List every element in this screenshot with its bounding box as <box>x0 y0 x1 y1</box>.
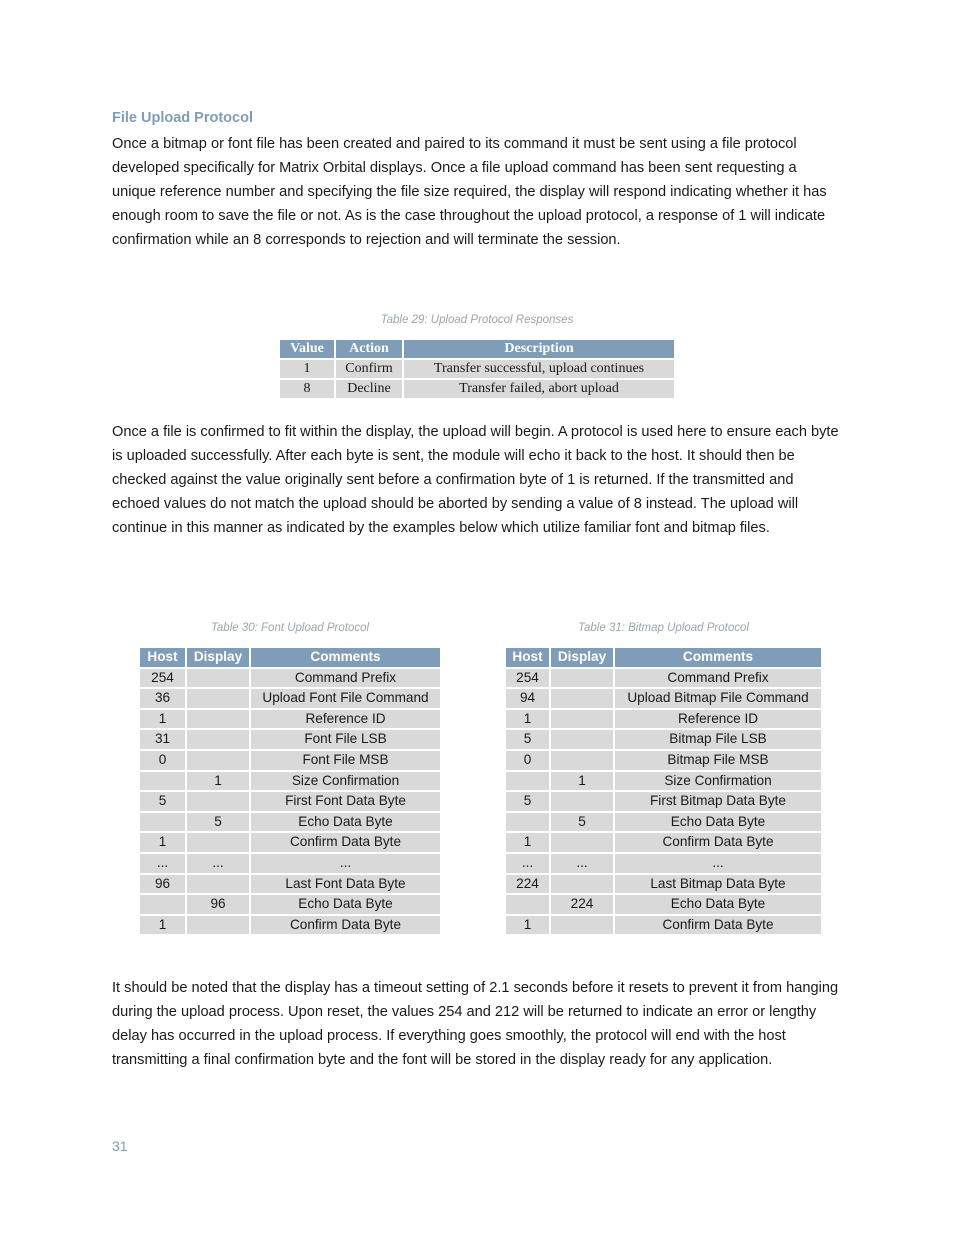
display-cell <box>551 833 613 852</box>
table-row <box>280 360 674 378</box>
comments-cell: Command Prefix <box>251 669 440 688</box>
column-header: Action <box>336 340 402 358</box>
host-cell: 5 <box>506 730 549 749</box>
comments-cell: Echo Data Byte <box>251 895 440 914</box>
description-cell: Transfer failed, abort upload <box>404 380 674 398</box>
host-cell: ... <box>506 854 549 873</box>
comments-cell: Last Font Data Byte <box>251 875 440 894</box>
column-header: Comments <box>251 648 440 667</box>
table-row <box>506 689 821 708</box>
host-cell: 1 <box>140 833 185 852</box>
display-cell <box>187 875 249 894</box>
column-header: Comments <box>615 648 821 667</box>
display-cell <box>187 792 249 811</box>
host-cell <box>140 772 185 791</box>
comments-cell: First Bitmap Data Byte <box>615 792 821 811</box>
table-row <box>140 730 440 749</box>
column-header: Display <box>187 648 249 667</box>
page-number: 31 <box>112 1138 128 1154</box>
column-header: Display <box>551 648 613 667</box>
display-cell <box>551 730 613 749</box>
display-cell <box>551 689 613 708</box>
table-row <box>140 710 440 729</box>
host-cell: ... <box>140 854 185 873</box>
host-cell: 96 <box>140 875 185 894</box>
table-row <box>506 710 821 729</box>
host-cell: 1 <box>506 833 549 852</box>
host-cell: 224 <box>506 875 549 894</box>
display-cell: 96 <box>187 895 249 914</box>
value-cell: 8 <box>280 380 334 398</box>
host-cell: 5 <box>506 792 549 811</box>
comments-cell: Upload Font File Command <box>251 689 440 708</box>
host-cell: 5 <box>140 792 185 811</box>
host-cell: 0 <box>506 751 549 770</box>
table-row <box>140 916 440 935</box>
comments-cell: Font File MSB <box>251 751 440 770</box>
display-cell <box>551 751 613 770</box>
display-cell <box>551 916 613 935</box>
comments-cell: Confirm Data Byte <box>615 833 821 852</box>
comments-cell: Confirm Data Byte <box>251 916 440 935</box>
display-cell <box>551 669 613 688</box>
host-cell: 1 <box>140 916 185 935</box>
host-cell: 254 <box>140 669 185 688</box>
display-cell: 1 <box>551 772 613 791</box>
comments-cell: Confirm Data Byte <box>615 916 821 935</box>
comments-cell: Echo Data Byte <box>251 813 440 832</box>
display-cell <box>551 710 613 729</box>
display-cell <box>187 916 249 935</box>
table-30-caption: Table 30: Font Upload Protocol <box>210 622 370 634</box>
column-header: Value <box>280 340 334 358</box>
timeout-paragraph: It should be noted that the display has a timeout setting of 2.1 seconds before it resets to prevent it from hanging during the upload process. Upon reset, the values 254 and 212 will be returned to indicate an error or lengthy delay has occurred in the upload process. If everything goes smoothly, the protocol will end with the host transmitting a final confirmation byte and the font will be stored in the display ready for any application. <box>112 980 839 1068</box>
comments-cell: ... <box>615 854 821 873</box>
table-row <box>140 751 440 770</box>
display-cell: 5 <box>551 813 613 832</box>
host-cell: 31 <box>140 730 185 749</box>
host-cell: 94 <box>506 689 549 708</box>
column-header: Description <box>404 340 674 358</box>
table-29-caption: Table 29: Upload Protocol Responses <box>380 314 574 326</box>
display-cell: ... <box>187 854 249 873</box>
display-cell <box>551 875 613 894</box>
comments-cell: Reference ID <box>251 710 440 729</box>
upload-protocol-responses-table <box>278 338 676 400</box>
table-row <box>506 669 821 688</box>
table-row <box>140 875 440 894</box>
table-header-row <box>280 340 674 358</box>
table-header-row <box>140 648 440 667</box>
comments-cell: Size Confirmation <box>251 772 440 791</box>
section-heading: File Upload Protocol <box>112 110 253 126</box>
table-header-row <box>506 648 821 667</box>
comments-cell: First Font Data Byte <box>251 792 440 811</box>
comments-cell: Last Bitmap Data Byte <box>615 875 821 894</box>
display-cell: ... <box>551 854 613 873</box>
table-row <box>140 813 440 832</box>
table-row <box>506 730 821 749</box>
comments-cell: Upload Bitmap File Command <box>615 689 821 708</box>
display-cell <box>187 689 249 708</box>
comments-cell: Confirm Data Byte <box>251 833 440 852</box>
value-cell: 1 <box>280 360 334 378</box>
comments-cell: Bitmap File MSB <box>615 751 821 770</box>
table-row <box>506 916 821 935</box>
host-cell: 1 <box>140 710 185 729</box>
display-cell <box>551 792 613 811</box>
table-row <box>140 772 440 791</box>
table-row <box>506 751 821 770</box>
font-upload-protocol-table <box>138 646 442 936</box>
column-header: Host <box>506 648 549 667</box>
comments-cell: Echo Data Byte <box>615 895 821 914</box>
table-row <box>506 813 821 832</box>
comments-cell: Echo Data Byte <box>615 813 821 832</box>
action-cell: Confirm <box>336 360 402 378</box>
table-row <box>506 854 821 873</box>
host-cell: 36 <box>140 689 185 708</box>
table-31-caption: Table 31: Bitmap Upload Protocol <box>578 622 749 634</box>
display-cell <box>187 730 249 749</box>
host-cell: 254 <box>506 669 549 688</box>
action-cell: Decline <box>336 380 402 398</box>
display-cell: 224 <box>551 895 613 914</box>
display-cell <box>187 751 249 770</box>
comments-cell: Bitmap File LSB <box>615 730 821 749</box>
comments-cell: Command Prefix <box>615 669 821 688</box>
host-cell <box>140 895 185 914</box>
comments-cell: ... <box>251 854 440 873</box>
description-cell: Transfer successful, upload continues <box>404 360 674 378</box>
host-cell <box>506 813 549 832</box>
display-cell <box>187 710 249 729</box>
table-row <box>506 895 821 914</box>
table-row <box>280 380 674 398</box>
host-cell: 1 <box>506 916 549 935</box>
display-cell <box>187 833 249 852</box>
host-cell <box>140 813 185 832</box>
table-row <box>506 875 821 894</box>
upload-paragraph: Once a file is confirmed to fit within the display, the upload will begin. A protocol is used here to ensure each byte is uploaded successfully. After each byte is sent, the module will echo it back to the host. It should then be checked against the value originally sent before a confirmation byte of 1 is returned. If the transmitted and echoed values do not match the upload should be aborted by sending a value of 8 instead. The upload will continue in this manner as indicated by the examples below which utilize familiar font and bitmap files. <box>112 424 839 536</box>
column-header: Host <box>140 648 185 667</box>
table-row <box>140 833 440 852</box>
host-cell <box>506 772 549 791</box>
table-row <box>506 833 821 852</box>
intro-paragraph: Once a bitmap or font file has been created and paired to its command it must be sent using a file protocol developed specifically for Matrix Orbital displays. Once a file upload command has been sent requesting a unique reference number and specifying the file size required, the display will respond indicating whether it has enough room to save the file or not. As is the case throughout the upload protocol, a response of 1 will indicate confirmation while an 8 corresponds to rejection and will terminate the session. <box>112 136 827 248</box>
bitmap-upload-protocol-table <box>504 646 823 936</box>
table-row <box>140 895 440 914</box>
host-cell: 0 <box>140 751 185 770</box>
table-row <box>140 669 440 688</box>
comments-cell: Size Confirmation <box>615 772 821 791</box>
host-cell: 1 <box>506 710 549 729</box>
comments-cell: Reference ID <box>615 710 821 729</box>
display-cell: 1 <box>187 772 249 791</box>
table-row <box>140 854 440 873</box>
display-cell <box>187 669 249 688</box>
host-cell <box>506 895 549 914</box>
table-row <box>140 689 440 708</box>
display-cell: 5 <box>187 813 249 832</box>
comments-cell: Font File LSB <box>251 730 440 749</box>
table-row <box>140 792 440 811</box>
table-row <box>506 792 821 811</box>
table-row <box>506 772 821 791</box>
